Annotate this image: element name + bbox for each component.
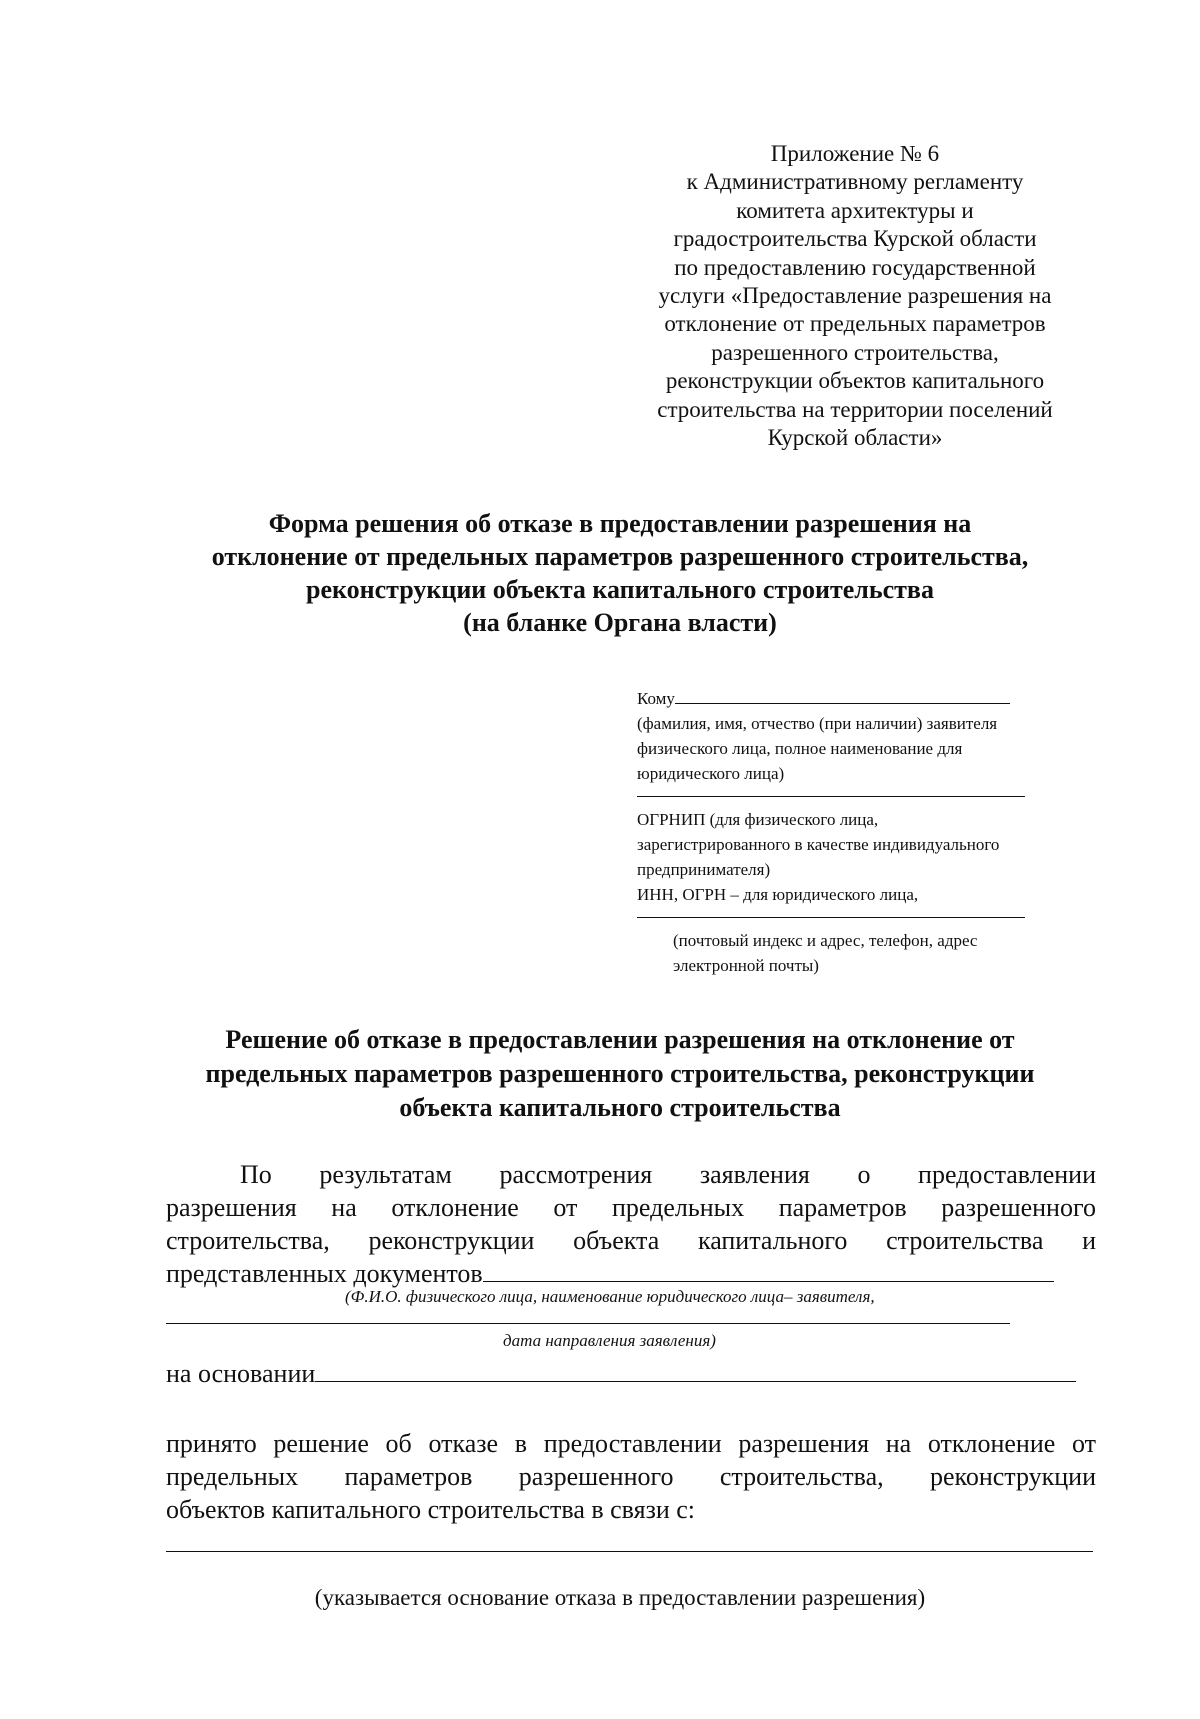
recipient-name-field[interactable]	[675, 689, 1010, 704]
paragraph-line: предельных параметров разрешенного строительства, реконструкции	[166, 1462, 1096, 1491]
date-caption: дата направления заявления)	[503, 1331, 716, 1350]
documents-row	[166, 1257, 1096, 1290]
reason-caption: (указывается основание отказа в предоставлении разрешения)	[314, 1585, 926, 1610]
paragraph-review	[166, 1158, 1096, 1290]
appendix-line: услуги «Предоставление разрешения на	[658, 283, 1052, 309]
appendix-line: разрешенного строительства,	[711, 339, 999, 365]
decision-title-line: предельных параметров разрешенного строительства, реконструкции	[205, 1059, 1035, 1088]
appendix-line: Приложение № 6	[770, 141, 940, 166]
appendix-line: комитета архитектуры и	[736, 197, 974, 223]
paragraph-line: По результатам рассмотрения заявления о предоставлении	[240, 1160, 1096, 1189]
recipient-address-field[interactable]	[637, 907, 1025, 918]
appendix-line: строительства на территории поселений	[657, 396, 1053, 422]
recipient-address-hint: (почтовый индекс и адрес, телефон, адрес	[673, 931, 978, 950]
recipient-to-label: Кому	[637, 689, 675, 708]
applicant-date-field[interactable]	[166, 1323, 1010, 1324]
recipient-name-hint: юридического лица)	[637, 764, 785, 783]
form-title-line: отклонение от предельных параметров разрешенного строительства,	[211, 542, 1029, 571]
recipient-to-row	[637, 686, 1077, 711]
form-title	[120, 507, 1120, 639]
appendix-line: градостроительства Курской области	[673, 226, 1037, 252]
appendix-line: по предоставлению государственной	[674, 254, 1036, 280]
appendix-line: Курской области»	[767, 425, 943, 451]
documents-label: представленных документов	[166, 1259, 483, 1288]
recipient-ogrnip-hint: зарегистрированного в качестве индивидуального	[637, 835, 1000, 854]
decision-title-line: объекта капитального строительства	[399, 1093, 841, 1122]
appendix-header	[630, 140, 1080, 452]
paragraph-line: строительства, реконструкции объекта капитального строительства и	[166, 1226, 1096, 1255]
decision-title	[120, 1023, 1120, 1125]
recipient-divider-line	[637, 786, 1025, 797]
appendix-line: отклонение от предельных параметров	[664, 311, 1046, 337]
paragraph-line: разрешения на отклонение от предельных параметров разрешенного	[166, 1193, 1096, 1222]
recipient-ogrnip-hint: ОГРНИП (для физического лица,	[637, 810, 879, 829]
paragraph-decision	[166, 1427, 1096, 1526]
appendix-line: к Административному регламенту	[686, 169, 1024, 195]
paragraph-line: принято решение об отказе в предоставлении разрешения на отклонение от	[166, 1429, 1096, 1458]
form-title-line: Форма решения об отказе в предоставлении разрешения на	[268, 509, 972, 538]
applicant-caption: (Ф.И.О. физического лица, наименование юридического лица– заявителя,	[345, 1287, 875, 1306]
recipient-name-hint: (фамилия, имя, отчество (при наличии) заявителя	[637, 714, 998, 733]
applicant-field[interactable]	[483, 1259, 1054, 1282]
form-title-line: (на бланке Органа власти)	[463, 608, 777, 637]
paragraph-line: объектов капитального строительства в связи с:	[166, 1495, 696, 1524]
recipient-block	[637, 686, 1077, 978]
recipient-name-hint: физического лица, полное наименование для	[637, 739, 963, 758]
decision-title-line: Решение об отказе в предоставлении разрешения на отклонение от	[225, 1025, 1015, 1054]
reason-field[interactable]	[166, 1551, 1093, 1552]
recipient-ogrnip-hint: предпринимателя)	[637, 860, 771, 879]
basis-label: на основании	[166, 1359, 316, 1388]
recipient-ogrnip-hint: ИНН, ОГРН – для юридического лица,	[637, 885, 919, 904]
basis-row	[166, 1357, 1096, 1390]
appendix-line: реконструкции объектов капитального	[665, 368, 1045, 394]
recipient-address-hint: электронной почты)	[673, 956, 819, 975]
basis-field[interactable]	[315, 1359, 1076, 1382]
form-title-line: реконструкции объекта капитального строительства	[306, 575, 934, 604]
